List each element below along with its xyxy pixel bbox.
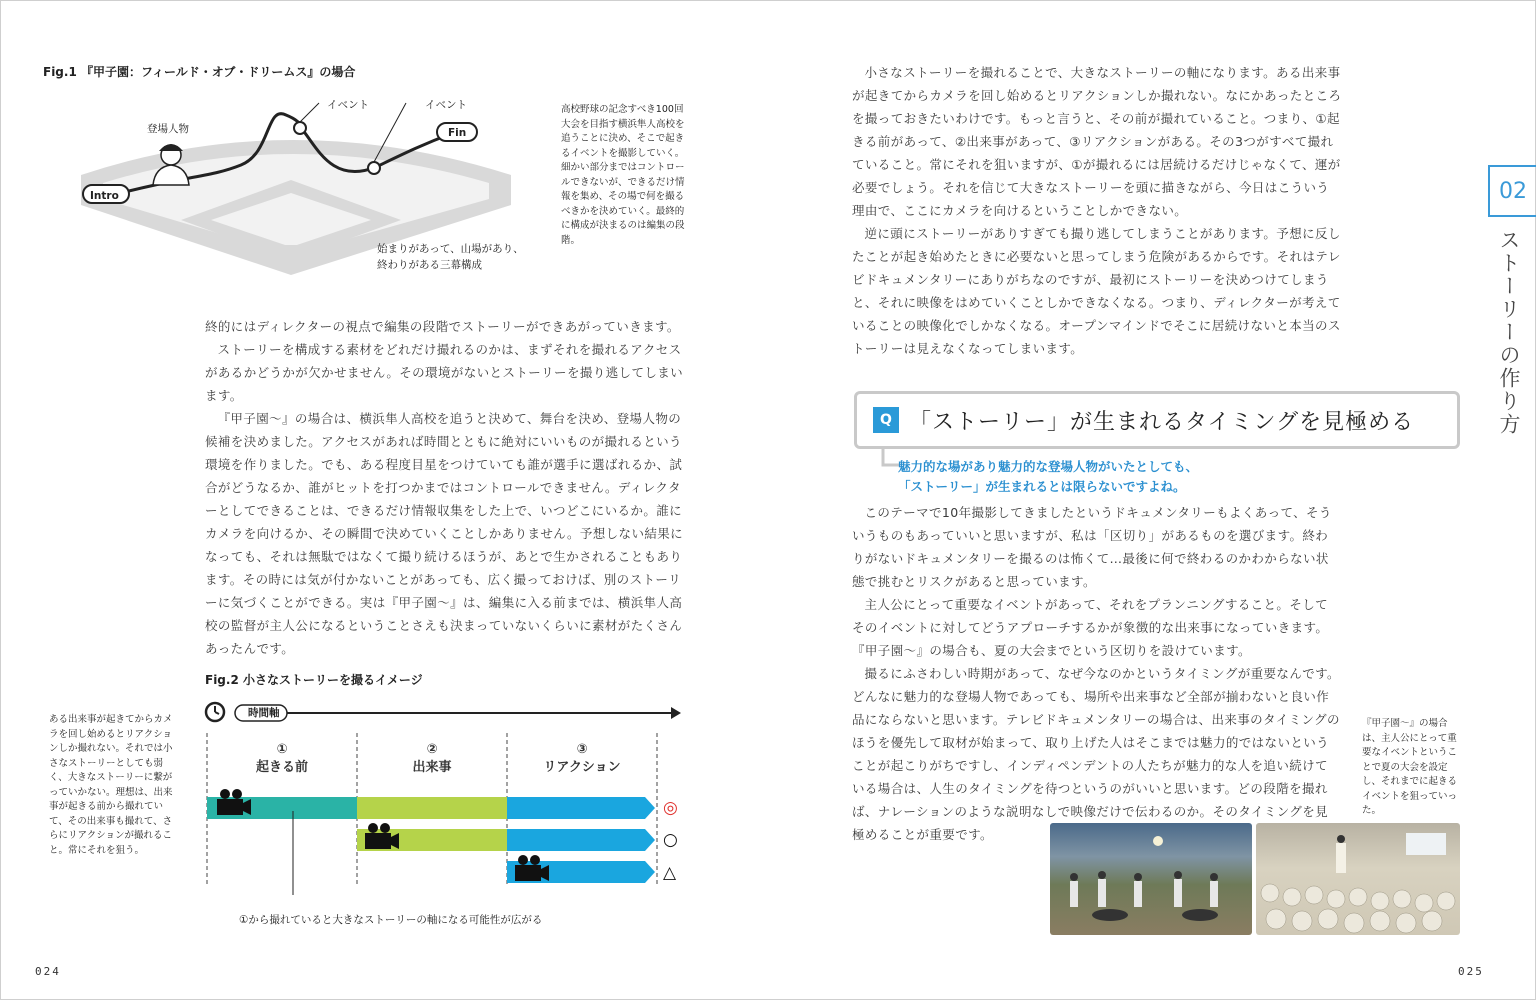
- chapter-number-tab: 02: [1488, 165, 1536, 217]
- home-plate: [284, 245, 298, 253]
- chapter-title: ストーリーの作り方: [1497, 229, 1521, 436]
- fig2-title: Fig.2 小さなストーリーを撮るイメージ: [205, 673, 423, 687]
- right-body-paragraph: [852, 662, 1340, 846]
- right-body-bottom: [852, 501, 1340, 846]
- camera-icon: [515, 855, 549, 881]
- camera-icon: [365, 823, 399, 849]
- fig1-caption-line1: 始まりがあって、山場があり、: [377, 243, 524, 255]
- stage-2: [357, 741, 507, 777]
- right-page: [768, 0, 1536, 1000]
- fig1-event2-label: イベント: [425, 99, 467, 111]
- stage-1: [207, 741, 357, 777]
- fig2-side-note: ある出来事が起きてからカメラを回し始めるとリアクションしか撮れない。それでは小さなストーリーとしても弱く、大きなストーリーに繋がっていかない。理想は、出来事が起きる前から撮れていて、その出来事も撮れて、さらにリアクションが撮れること。常にそれを狙う。: [49, 714, 173, 856]
- fig1-character-label: 登場人物: [147, 123, 189, 135]
- timeline-arrowhead: [671, 707, 681, 719]
- fig1-title: Fig.1 『甲子園：フィールド・オブ・ドリームス』の場合: [43, 65, 356, 79]
- question-subtitle-line2: 「ストーリー」が生まれるとは限らないですよね。: [898, 479, 1186, 494]
- stage-number: ②: [426, 742, 438, 757]
- question-title: 「ストーリー」が生まれるタイミングを見極める: [909, 409, 1415, 435]
- event1-marker: [294, 122, 306, 134]
- photo-side-note: 『甲子園〜』の場合は、主人公にとって重要なイベントということで夏の大会を設定し、それまでに起きるイベントを狙っていった。: [1362, 718, 1458, 816]
- stage-label: リアクション: [543, 760, 621, 775]
- fig2-diagram: [197, 695, 697, 895]
- question-heading-box: [854, 391, 1460, 449]
- event1-leader: [300, 103, 319, 122]
- photo-batting-practice-figures: [1050, 823, 1252, 935]
- left-body-paragraph: 『甲子園〜』の場合は、横浜隼人高校を追うと決めて、舞台を決め、登場人物の候補を決めました。アクセスがあれば時間とともに絶対にいいものが撮れるという環境を作りました。でも、ある程度目星をつけていても誰が選手に選ばれるか、試合がどうなるか、誰がヒットを打つかまではコントロールできません。ディレクターとしてできることは、できるだけ情報収集をした上で、いつどこにいるか。誰にカメラを向けるか、その瞬間で決めていくことしかありません。予想しない結果になっても、それは無駄ではなくて撮り続けるほうが、あとで生かされることもあります。その時には気が付かないことがあっても、広く撮っておけば、別のストーリーに気づくことができる。実は『甲子園〜』は、編集に入る前までは、横浜隼人高校の監督が主人公になるということさえも決まっていないくらいに素材がたくさんあったんです。: [205, 411, 684, 656]
- left-body-paragraph: ストーリーを構成する素材をどれだけ撮れるのかは、まずそれを撮れるアクセスがあるかどうかが欠かせません。その環境がないとストーリーを撮り逃してしまいます。: [205, 342, 684, 403]
- right-body-paragraph: 主人公にとって重要なイベントがあって、それをプランニングすること。そしてそのイベントに対してどうアプローチするかが象徴的な出来事になっていきます。『甲子園〜』の場合も、夏の大会までという区切りを設けています。: [852, 597, 1329, 658]
- photo-team-meeting-figures: [1256, 823, 1460, 935]
- page-number-left: 024: [35, 965, 61, 978]
- right-body-top: [852, 61, 1342, 360]
- page-number-right: 025: [1458, 965, 1484, 978]
- right-body-paragraph: 小さなストーリーを撮れることで、大きなストーリーの軸になります。ある出来事が起きてからカメラを回し始めるとリアクションしか撮れない。なにかあったところを撮っておきたいわけです。もっと言うと、その前が撮れていること。つまり、①起きる前があって、②出来事があって、③リアクションがある。その3つがすべて撮れていること。常にそれを狙いますが、①が撮れるには居続けるだけじゃなくて、運が必要でしょう。それを信じて大きなストーリーを頭に描きながら、今日はこういう理由で、ここにカメラを向けるということしかできない。: [852, 65, 1342, 218]
- right-body-paragraph: 逆に頭にストーリーがありすぎても撮り逃してしまうことがあります。予想に反したことが起き始めたときに必要ないと思ってしまう危険があるからです。それはテレビドキュメンタリーにありがちなのですが、最初にストーリーを決めつけてしまうと、それに映像をはめていくことしかできなくなる。つまり、ディレクターが考えていることの映像化でしかなくなる。オープンマインドでそこに居続けないと本当のストーリーは見えなくなってしまいます。: [852, 226, 1341, 356]
- left-body-paragraph: 終的にはディレクターの視点で編集の段階でストーリーができあがっていきます。: [205, 319, 680, 334]
- bar-row2-stage3: [507, 829, 655, 851]
- fig1-event1-label: イベント: [327, 99, 369, 111]
- question-subtitle-line1: 魅力的な場があり魅力的な登場人物がいたとしても、: [898, 459, 1199, 474]
- event2-marker: [368, 162, 380, 174]
- fig2-timeline-label: 時間軸: [248, 707, 280, 719]
- mark-good: ○: [663, 830, 678, 850]
- stage-number: ③: [576, 742, 588, 757]
- clock-icon: [206, 703, 224, 721]
- mark-excellent: ◎: [663, 798, 678, 818]
- left-body: [205, 315, 687, 660]
- bar-row1-stage2: [357, 797, 507, 819]
- stage-number: ①: [276, 742, 288, 757]
- bar-row1-stage3: [507, 797, 655, 819]
- right-body-paragraph-text: 撮るにふさわしい時期があって、なぜ今なのかというタイミングが重要なんです。どんなに魅力的な登場人物であっても、場所や出来事など全部が揃わないと良い作品にならないと思います。テレビドキュメンタリーの場合は、出来事のタイミングのほうを優先して取材が始まって、取り上げた人はそこまでは魅力的ではないということが起こりがちですし、インディペンデントの人たちが魅力的な人を追い続けている場合は、人生のタイミングを待つというのがいいと思います。どの段階を撮れば、ナレーションのような説明なしで映像だけで伝わるのか。そのタイミングを見極めることが重要です。: [852, 666, 1340, 842]
- photo-batting-practice: [1050, 823, 1252, 935]
- stage-label: 出来事: [412, 760, 452, 775]
- photo-team-meeting: [1256, 823, 1460, 935]
- fig2-caption: ①から撮れていると大きなストーリーの軸になる可能性が広がる: [239, 914, 543, 926]
- fig1-caption-line2: 終わりがある三幕構成: [377, 259, 482, 271]
- question-badge: Q: [873, 407, 899, 433]
- question-subtitle: [898, 457, 1198, 497]
- right-body-paragraph: このテーマで10年撮影してきましたというドキュメンタリーもよくあって、そういうものもあっていいと思いますが、私は「区切り」があるものを選びます。終わりがないドキュメンタリーを撮るのは怖くて…最後に何で終わるのかわからない状態で挑むとリスクがあると思っています。: [852, 505, 1332, 589]
- stage-3: [507, 741, 657, 777]
- stage-label: 起きる前: [255, 760, 308, 775]
- fig1-intro-label: Intro: [90, 190, 119, 202]
- mark-fair: △: [663, 863, 677, 883]
- fig1-side-note: 高校野球の記念すべき100回大会を目指す横浜隼人高校を追うことに決め、そこで起きるイベントを撮影していく。細かい部分まではコントロールできないが、できるだけ情報を集め、その場で何を撮るべきかを決めていく。最終的に構成が決まるのは編集の段階。: [561, 104, 685, 246]
- camera-icon: [217, 789, 251, 815]
- fig1-fin-label: Fin: [448, 127, 467, 139]
